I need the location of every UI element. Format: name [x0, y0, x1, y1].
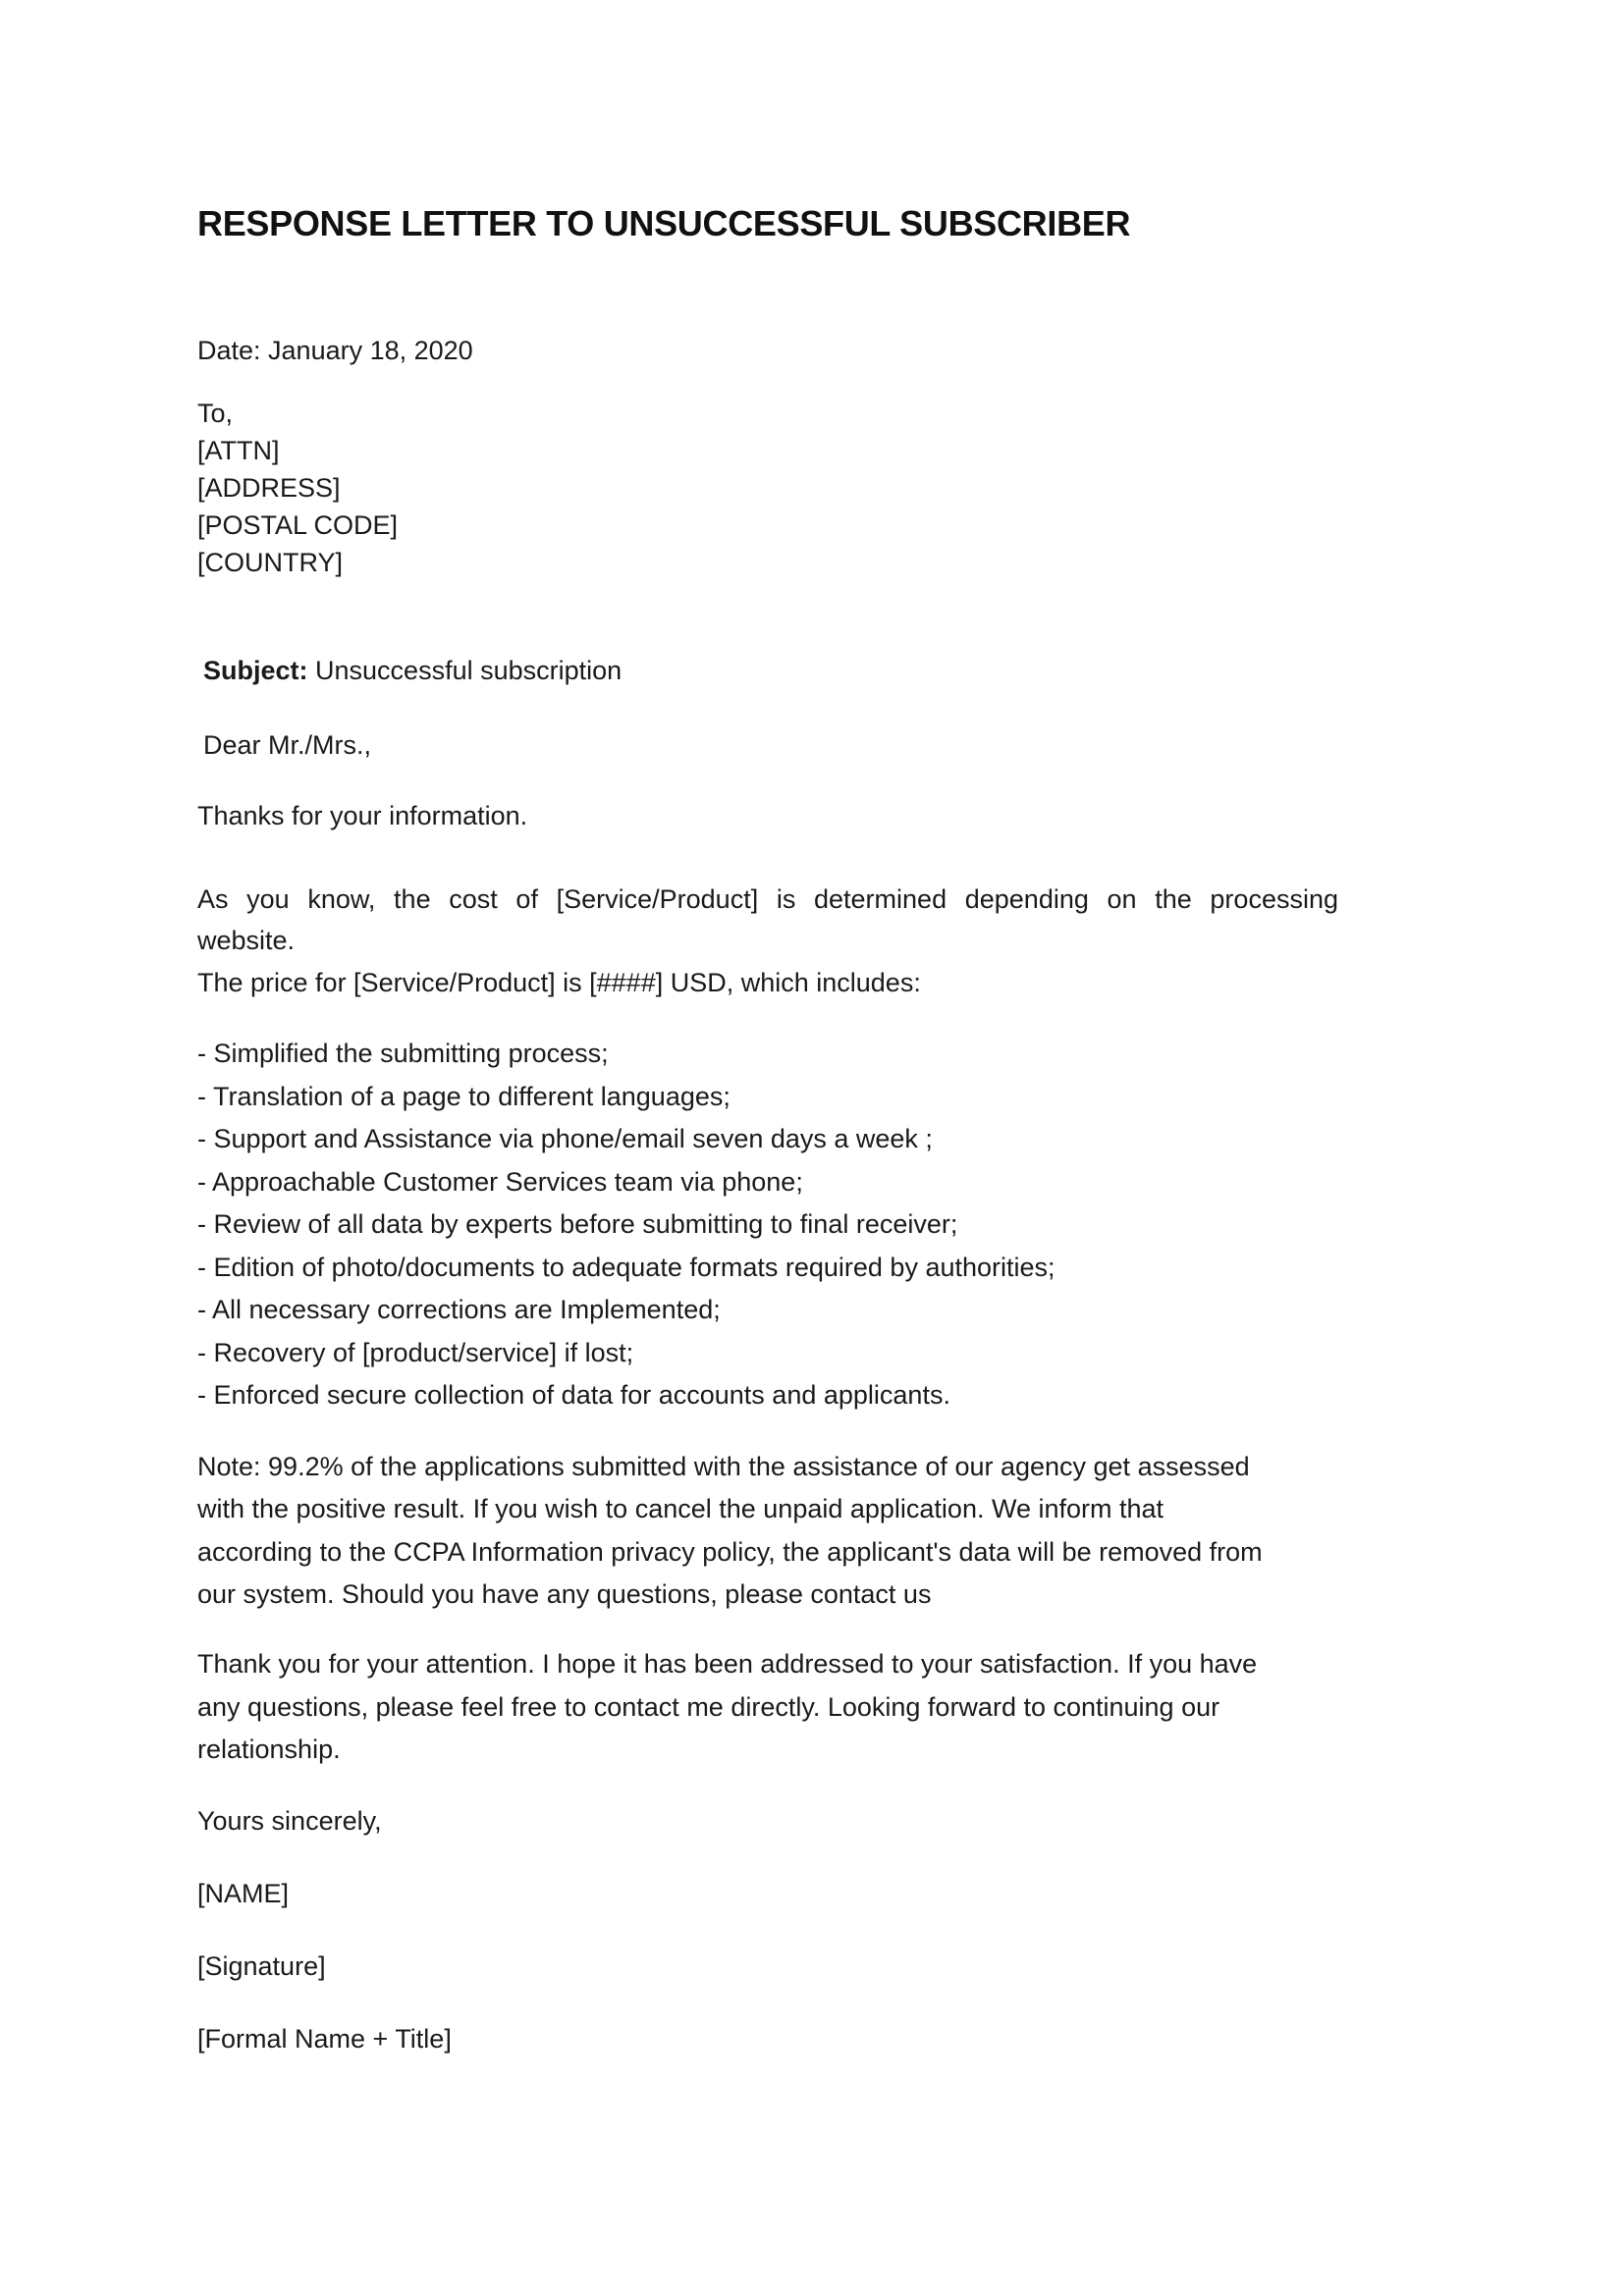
includes-item: - Review of all data by experts before submitting to final receiver; [197, 1209, 958, 1239]
closing-line-2: any questions, please feel free to contact me directly. Looking forward to continuing our [197, 1692, 1220, 1722]
subject-label: Subject: [203, 656, 308, 685]
address-to: To, [197, 399, 234, 428]
thanks-line: Thanks for your information. [197, 801, 528, 830]
includes-item: - Translation of a page to different languages; [197, 1082, 731, 1111]
sender-name: [NAME] [197, 1879, 290, 1908]
closing-line-3: relationship. [197, 1735, 341, 1764]
includes-item: - Approachable Customer Services team via phone; [197, 1167, 803, 1197]
sign-off: Yours sincerely, [197, 1806, 382, 1836]
includes-item: - Support and Assistance via phone/email seven days a week ; [197, 1124, 933, 1153]
cost-paragraph-line-1: As you know, the cost of [Service/Product] is determined depending on the processing [197, 884, 1338, 914]
address-attn: [ATTN] [197, 436, 280, 465]
includes-item: - Recovery of [product/service] if lost; [197, 1338, 634, 1367]
note-line-1: Note: 99.2% of the applications submitted with the assistance of our agency get assessed [197, 1452, 1250, 1481]
includes-item: - Edition of photo/documents to adequate formats required by authorities; [197, 1253, 1056, 1282]
salutation: Dear Mr./Mrs., [203, 730, 372, 760]
address-country: [COUNTRY] [197, 548, 344, 577]
address-postal-code: [POSTAL CODE] [197, 510, 399, 540]
signature-placeholder: [Signature] [197, 1951, 326, 1981]
letter-date: Date: January 18, 2020 [197, 336, 473, 365]
cost-paragraph-line-2: website. [197, 926, 296, 955]
cost-paragraph-line-3: The price for [Service/Product] is [####] USD, which includes: [197, 968, 921, 997]
closing-line-1: Thank you for your attention. I hope it has been addressed to your satisfaction. If you have [197, 1649, 1258, 1679]
formal-name-title: [Formal Name + Title] [197, 2024, 452, 2054]
note-line-3: according to the CCPA Information privacy policy, the applicant's data will be removed from [197, 1537, 1263, 1567]
letter-title: RESPONSE LETTER TO UNSUCCESSFUL SUBSCRIBER [197, 203, 1131, 243]
includes-item: - Simplified the submitting process; [197, 1039, 609, 1068]
subject-line [203, 652, 622, 689]
address-line: [ADDRESS] [197, 473, 341, 503]
subject-text: Unsuccessful subscription [307, 656, 623, 685]
includes-item: - Enforced secure collection of data for accounts and applicants. [197, 1380, 950, 1410]
note-line-4: our system. Should you have any questions, please contact us [197, 1579, 932, 1609]
note-line-2: with the positive result. If you wish to cancel the unpaid application. We inform that [197, 1494, 1164, 1523]
includes-item: - All necessary corrections are Implemented; [197, 1295, 721, 1324]
